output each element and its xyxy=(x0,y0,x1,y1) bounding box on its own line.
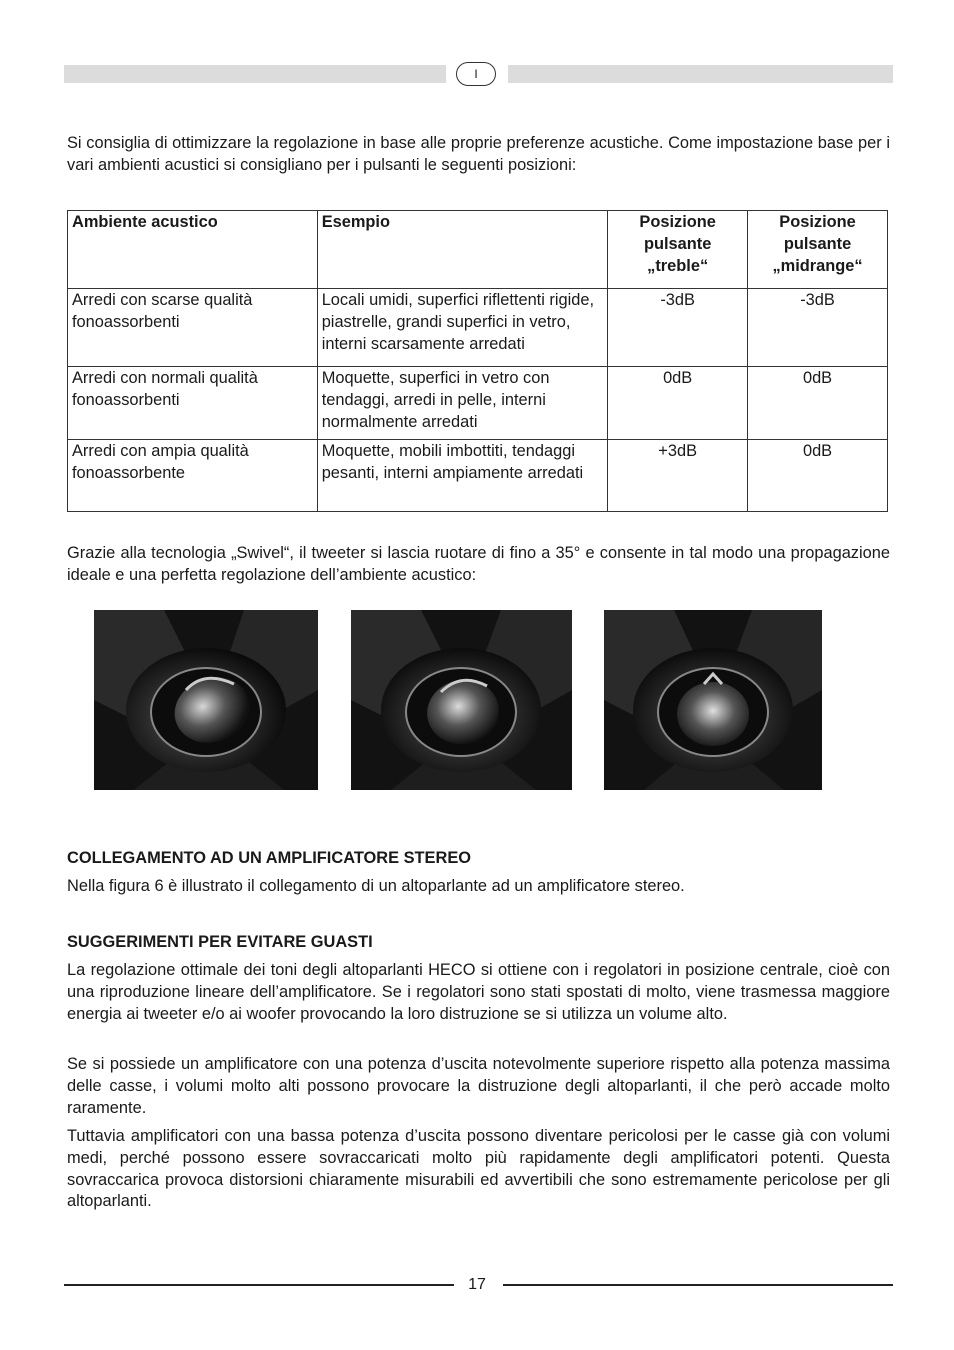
cell-ambiente: Arredi con scarse qualità fonoassorbenti xyxy=(68,289,318,367)
cell-treble: -3dB xyxy=(608,289,748,367)
table-row xyxy=(68,289,888,367)
footer-rule-right xyxy=(503,1284,893,1286)
header-bar-left xyxy=(64,65,446,83)
header-bar-right xyxy=(508,65,893,83)
cell-ambiente: Arredi con normali qualità fonoassorbenti xyxy=(68,367,318,440)
cell-esempio: Moquette, mobili imbottiti, tendaggi pesanti, interni ampiamente arredati xyxy=(317,440,608,512)
header-treble: Posizione pulsante „treble“ xyxy=(608,211,748,289)
cell-midrange: -3dB xyxy=(748,289,888,367)
tweeter-photo-1 xyxy=(94,610,318,790)
language-indicator: I xyxy=(456,62,496,86)
cell-treble: +3dB xyxy=(608,440,748,512)
header-midrange: Posizione pulsante „midrange“ xyxy=(748,211,888,289)
table-row xyxy=(68,440,888,512)
cell-esempio: Locali umidi, superfici riflettenti rigide, piastrelle, grandi superfici in vetro, interni scarsamente arredati xyxy=(317,289,608,367)
cell-midrange: 0dB xyxy=(748,440,888,512)
cell-esempio: Moquette, superfici in vetro con tendaggi, arredi in pelle, interni normalmente arredati xyxy=(317,367,608,440)
tips-paragraph-2: Se si possiede un amplificatore con una potenza d’uscita notevolmente superiore rispetto alla potenza massima delle casse, i volumi molto alti possono provocare la distruzione degli altoparlanti, il che però accade molto raramente. xyxy=(67,1055,890,1117)
acoustic-settings-table xyxy=(67,210,888,512)
header-esempio: Esempio xyxy=(317,211,608,289)
header-ambiente: Ambiente acustico xyxy=(68,211,318,289)
tweeter-photo-2 xyxy=(351,610,572,790)
cell-ambiente: Arredi con ampia qualità fonoassorbente xyxy=(68,440,318,512)
intro-paragraph: Si consiglia di ottimizzare la regolazione in base alle proprie preferenze acustiche. Come impostazione base per i vari ambienti acustici si consigliano per i pulsanti le seguenti posizioni: xyxy=(67,134,890,174)
section-title-amplifier: COLLEGAMENTO AD UN AMPLIFICATORE STEREO xyxy=(67,849,472,867)
tips-paragraph-3: Tuttavia amplificatori con una bassa potenza d’uscita possono diventare pericolosi per le casse già con volumi medi, perché possono essere sovraccaricati molto più rapidamente degli amplificatori potenti. Questa sovraccarica provoca distorsioni chiaramente misurabili ed avvertibili che sono estremamente pericolose per gli altoparlanti. xyxy=(67,1127,890,1211)
cell-treble: 0dB xyxy=(608,367,748,440)
footer-rule-left xyxy=(64,1284,454,1286)
section-title-tips: SUGGERIMENTI PER EVITARE GUASTI xyxy=(67,933,373,951)
table-header-row xyxy=(68,211,888,289)
tips-paragraph-1: La regolazione ottimale dei toni degli altoparlanti HECO si ottiene con i regolatori in posizione centrale, cioè con una riproduzione lineare dell’amplificatore. Se i regolatori sono stati spostati di molto, viene trasmessa maggiore energia ai tweeter e/o ai woofer provocando la loro distruzione se si utilizza un volume alto. xyxy=(67,961,890,1023)
cell-midrange: 0dB xyxy=(748,367,888,440)
tweeter-photo-3 xyxy=(604,610,822,790)
page-number: 17 xyxy=(468,1276,486,1293)
section-amplifier-text: Nella figura 6 è illustrato il collegamento di un altoparlante ad un amplificatore stereo. xyxy=(67,877,685,895)
table-row xyxy=(68,367,888,440)
swivel-paragraph: Grazie alla tecnologia „Swivel“, il tweeter si lascia ruotare di fino a 35° e consente in tal modo una propagazione ideale e una perfetta regolazione dell’ambiente acustico: xyxy=(67,544,890,584)
